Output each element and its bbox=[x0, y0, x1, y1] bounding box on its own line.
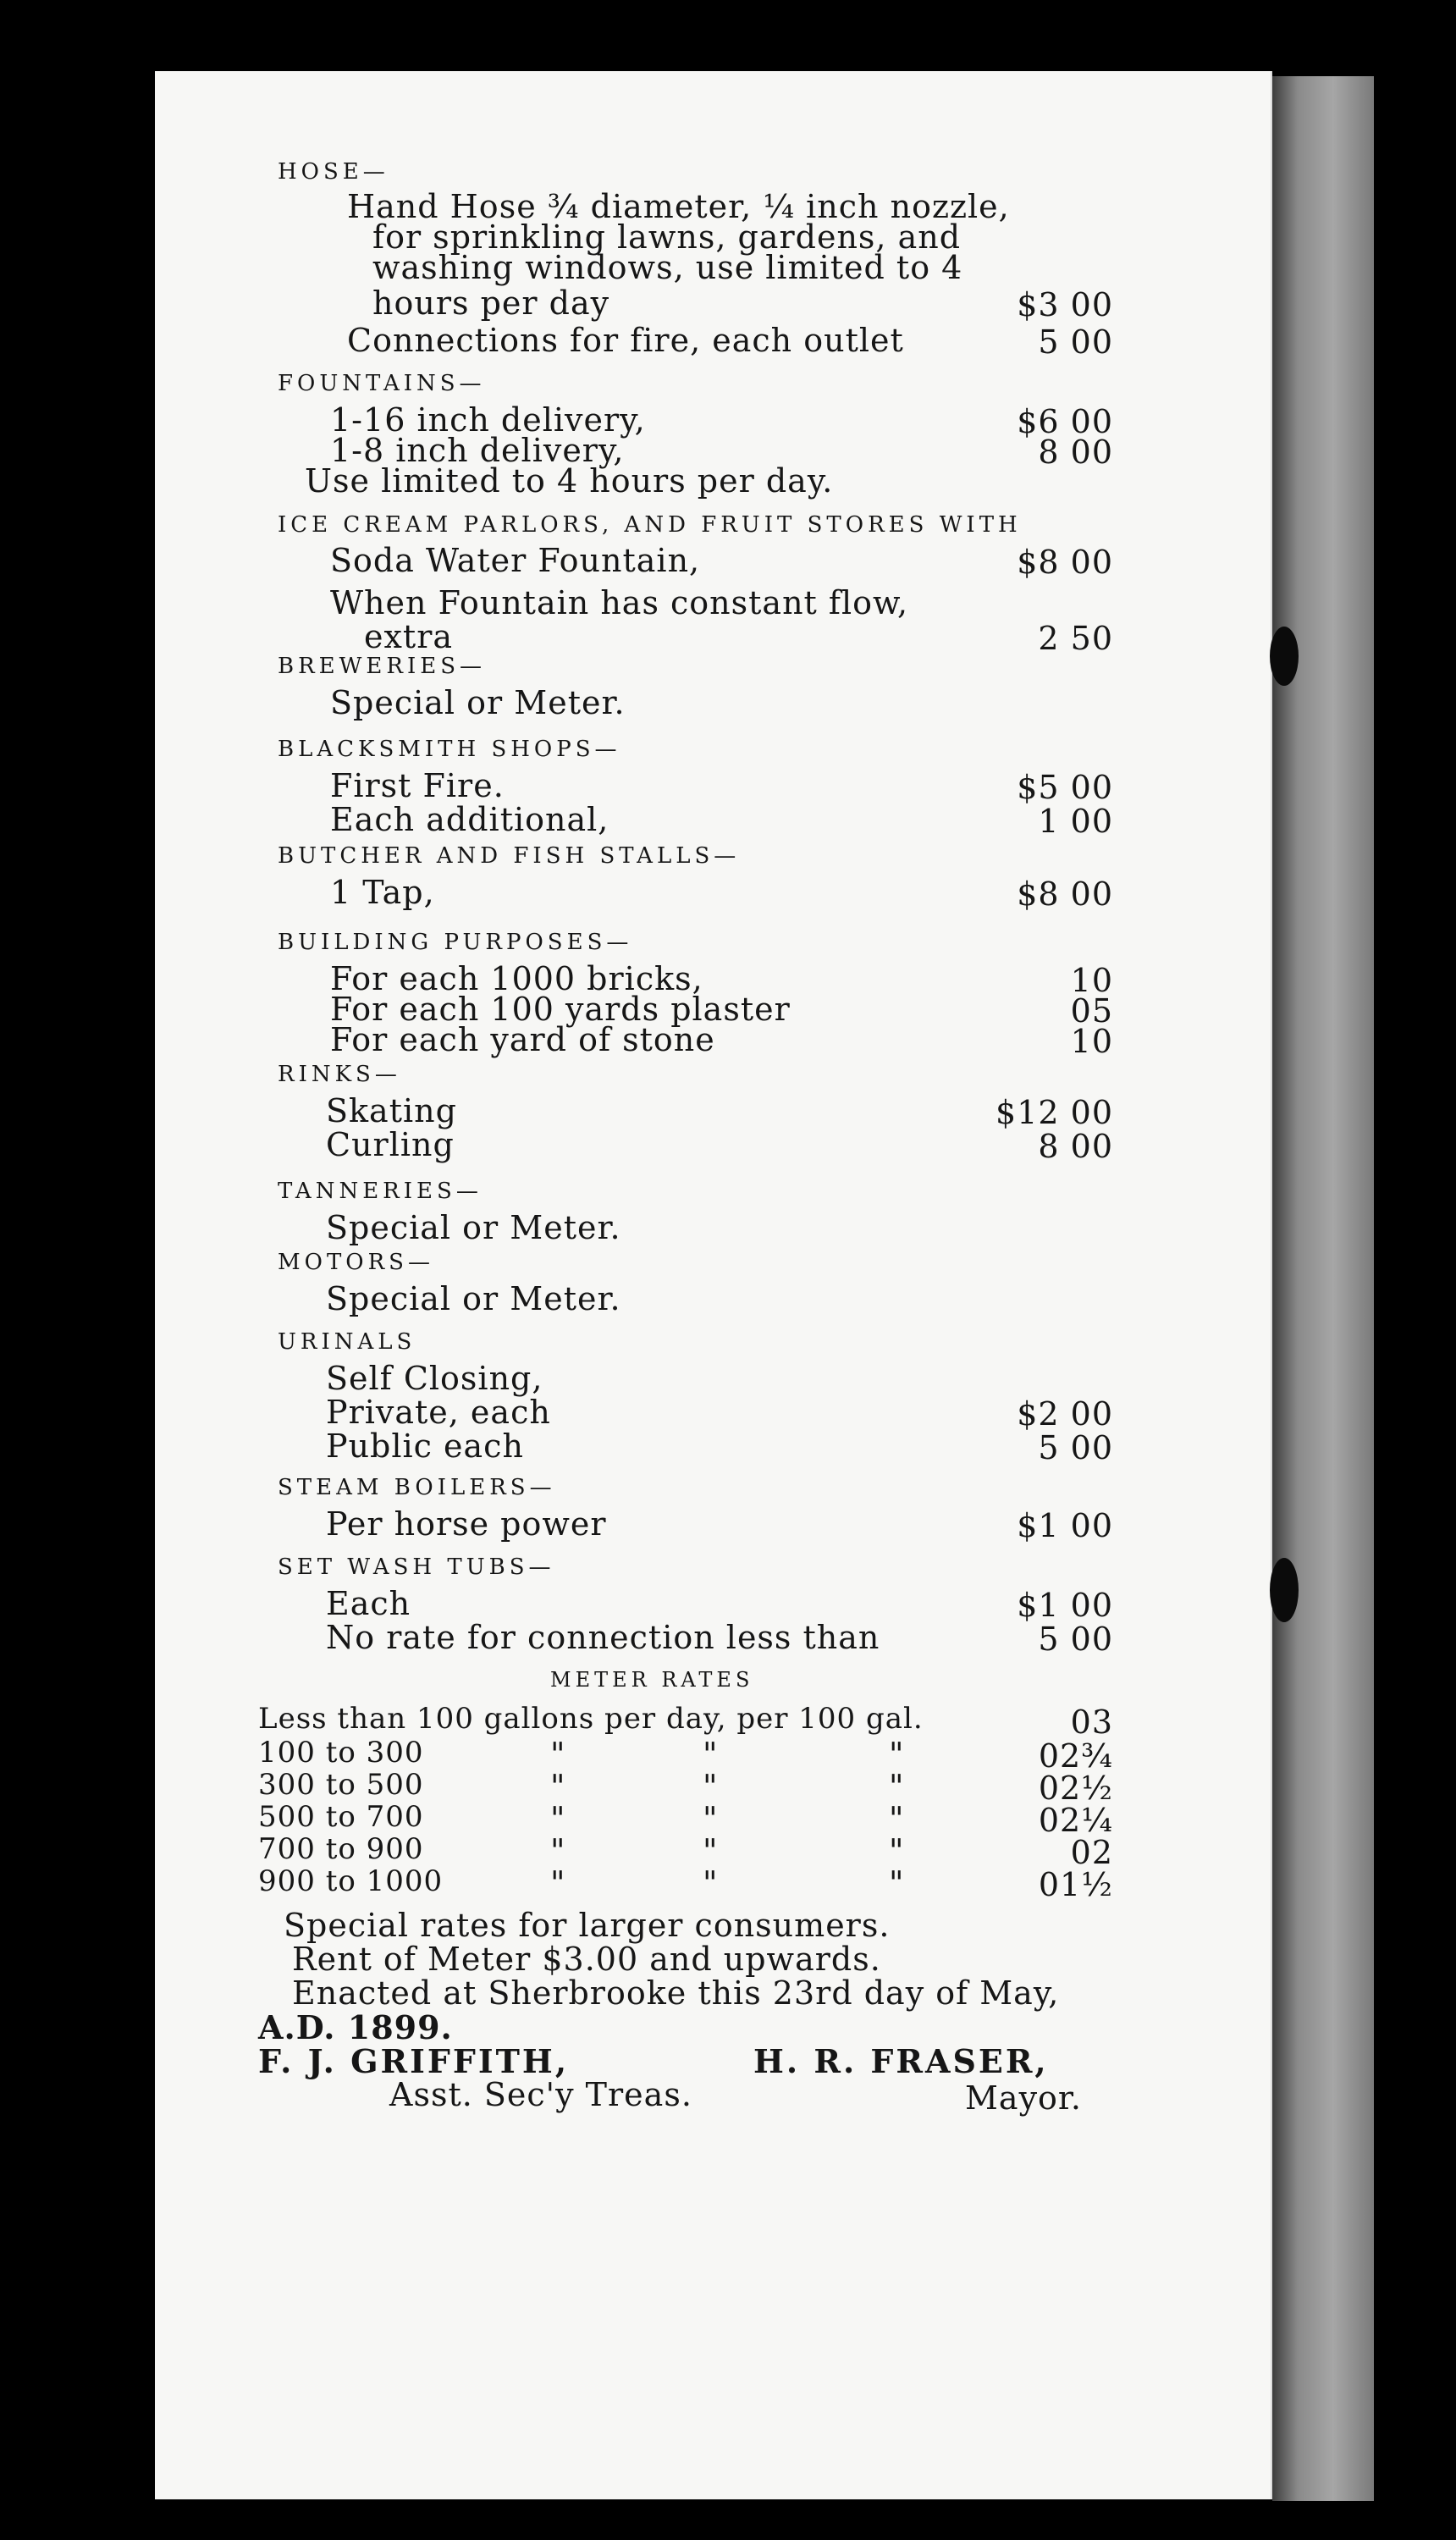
section-heading: STEAM BOILERS— bbox=[278, 1475, 556, 1500]
rate-amount: 8 00 bbox=[1038, 1128, 1113, 1165]
section-heading: BREWERIES— bbox=[278, 654, 487, 679]
rate-amount: $6 00 bbox=[1017, 403, 1113, 440]
item-text: No rate for connection less than bbox=[326, 1619, 880, 1656]
section-heading: MOTORS— bbox=[278, 1250, 434, 1275]
ditto-mark: " bbox=[889, 1832, 905, 1869]
item-text: Private, each bbox=[326, 1394, 551, 1431]
meter-rates-heading: METER RATES bbox=[550, 1668, 754, 1692]
ditto-mark: " bbox=[889, 1800, 905, 1837]
ditto-mark: " bbox=[550, 1832, 566, 1869]
rate-amount: 2 50 bbox=[1038, 620, 1113, 657]
section-heading: HOSE— bbox=[278, 159, 389, 185]
binding-edge bbox=[1272, 76, 1374, 2501]
rate-amount: $1 00 bbox=[1017, 1507, 1113, 1544]
footer-enacted: Enacted at Sherbrooke this 23rd day of May, bbox=[292, 1974, 1060, 2012]
signature-name-griffith: F. J. GRIFFITH, bbox=[258, 2042, 570, 2080]
ink-blot bbox=[1270, 1558, 1299, 1622]
ditto-mark: " bbox=[550, 1800, 566, 1837]
section-heading: ICE CREAM PARLORS, AND FRUIT STORES WITH bbox=[278, 512, 1022, 538]
item-text: For each 100 yards plaster bbox=[330, 991, 791, 1028]
rate-amount: 5 00 bbox=[1038, 1429, 1113, 1466]
item-text: extra bbox=[364, 618, 454, 655]
item-text: 1 Tap, bbox=[330, 874, 435, 911]
rate-amount: 5 00 bbox=[1038, 323, 1113, 361]
ditto-mark: " bbox=[703, 1800, 719, 1837]
item-text: First Fire. bbox=[330, 767, 505, 804]
rate-amount: $3 00 bbox=[1017, 286, 1113, 323]
rate-amount: 01½ bbox=[1038, 1866, 1113, 1903]
ditto-mark: " bbox=[550, 1864, 566, 1902]
rate-amount: 1 00 bbox=[1038, 803, 1113, 840]
section-heading: TANNERIES— bbox=[278, 1179, 483, 1204]
ditto-mark: " bbox=[889, 1768, 905, 1805]
footer-special-rates: Special rates for larger consumers. bbox=[284, 1907, 891, 1944]
rate-amount: 02½ bbox=[1038, 1770, 1113, 1807]
rate-amount: $5 00 bbox=[1017, 769, 1113, 806]
item-text: Hand Hose ¾ diameter, ¼ inch nozzle, bbox=[347, 188, 1010, 225]
ditto-mark: " bbox=[550, 1736, 566, 1773]
item-text: Connections for fire, each outlet bbox=[347, 322, 904, 359]
section-heading: BUTCHER AND FISH STALLS— bbox=[278, 843, 741, 869]
section-heading: URINALS bbox=[278, 1329, 416, 1355]
rate-amount: $1 00 bbox=[1017, 1587, 1113, 1624]
item-text: For each yard of stone bbox=[330, 1021, 715, 1058]
meter-row-label: 100 to 300 bbox=[258, 1736, 424, 1770]
rate-amount: 05 bbox=[1070, 992, 1113, 1030]
item-text: for sprinkling lawns, gardens, and bbox=[372, 218, 962, 256]
meter-row-label: 500 to 700 bbox=[258, 1800, 424, 1834]
rate-amount: 10 bbox=[1070, 962, 1113, 999]
rate-amount: $2 00 bbox=[1017, 1395, 1113, 1433]
rate-schedule bbox=[155, 71, 1272, 2499]
item-text: Each additional, bbox=[330, 801, 609, 838]
item-text: Each bbox=[326, 1585, 411, 1622]
item-text: 1-8 inch delivery, bbox=[330, 432, 625, 469]
section-heading: BLACKSMITH SHOPS— bbox=[278, 737, 621, 762]
item-text: hours per day bbox=[372, 284, 610, 322]
item-text: When Fountain has constant flow, bbox=[330, 584, 909, 621]
item-text: For each 1000 bricks, bbox=[330, 960, 703, 997]
rate-amount: 8 00 bbox=[1038, 433, 1113, 471]
meter-row-label: 700 to 900 bbox=[258, 1832, 424, 1866]
ditto-mark: " bbox=[703, 1768, 719, 1805]
rate-amount: 02 bbox=[1070, 1834, 1113, 1871]
section-heading: RINKS— bbox=[278, 1062, 401, 1087]
ditto-mark: " bbox=[889, 1864, 905, 1902]
item-text: washing windows, use limited to 4 bbox=[372, 249, 963, 286]
rate-amount: 10 bbox=[1070, 1023, 1113, 1060]
item-text: Special or Meter. bbox=[326, 1209, 621, 1246]
rate-amount: 5 00 bbox=[1038, 1621, 1113, 1658]
ditto-mark: " bbox=[703, 1832, 719, 1869]
signature-title-treasurer: Asst. Sec'y Treas. bbox=[389, 2076, 692, 2113]
footer-year: A.D. 1899. bbox=[258, 2008, 453, 2046]
meter-row-label: Less than 100 gallons per day, per 100 gal. bbox=[258, 1702, 924, 1736]
meter-row-label: 900 to 1000 bbox=[258, 1864, 444, 1898]
item-text: 1-16 inch delivery, bbox=[330, 401, 646, 439]
ditto-mark: " bbox=[550, 1768, 566, 1805]
item-text: Public each bbox=[326, 1427, 524, 1465]
ditto-mark: " bbox=[889, 1736, 905, 1773]
ditto-mark: " bbox=[703, 1864, 719, 1902]
rate-amount: $8 00 bbox=[1017, 875, 1113, 913]
item-text: Skating bbox=[326, 1092, 457, 1129]
footer-meter-rent: Rent of Meter $3.00 and upwards. bbox=[292, 1941, 881, 1978]
document-page bbox=[155, 71, 1272, 2499]
ditto-mark: " bbox=[703, 1736, 719, 1773]
section-heading: BUILDING PURPOSES— bbox=[278, 930, 633, 955]
rate-amount: 02¼ bbox=[1038, 1802, 1113, 1839]
item-text: Special or Meter. bbox=[330, 684, 626, 721]
item-text: Self Closing, bbox=[326, 1360, 543, 1397]
rate-amount: $8 00 bbox=[1017, 544, 1113, 581]
signature-name-fraser: H. R. FRASER, bbox=[753, 2042, 1049, 2080]
signature-title-mayor: Mayor. bbox=[965, 2079, 1082, 2117]
meter-row-label: 300 to 500 bbox=[258, 1768, 424, 1802]
item-text: Soda Water Fountain, bbox=[330, 542, 701, 579]
rate-amount: 02¾ bbox=[1038, 1737, 1113, 1775]
item-text: Use limited to 4 hours per day. bbox=[305, 462, 834, 500]
item-text: Curling bbox=[326, 1126, 455, 1163]
ink-blot bbox=[1270, 627, 1299, 686]
section-heading: FOUNTAINS— bbox=[278, 371, 486, 396]
rate-amount: 03 bbox=[1070, 1703, 1113, 1741]
section-heading: SET WASH TUBS— bbox=[278, 1554, 555, 1580]
rate-amount: $12 00 bbox=[995, 1094, 1113, 1131]
item-text: Special or Meter. bbox=[326, 1280, 621, 1317]
item-text: Per horse power bbox=[326, 1505, 607, 1543]
